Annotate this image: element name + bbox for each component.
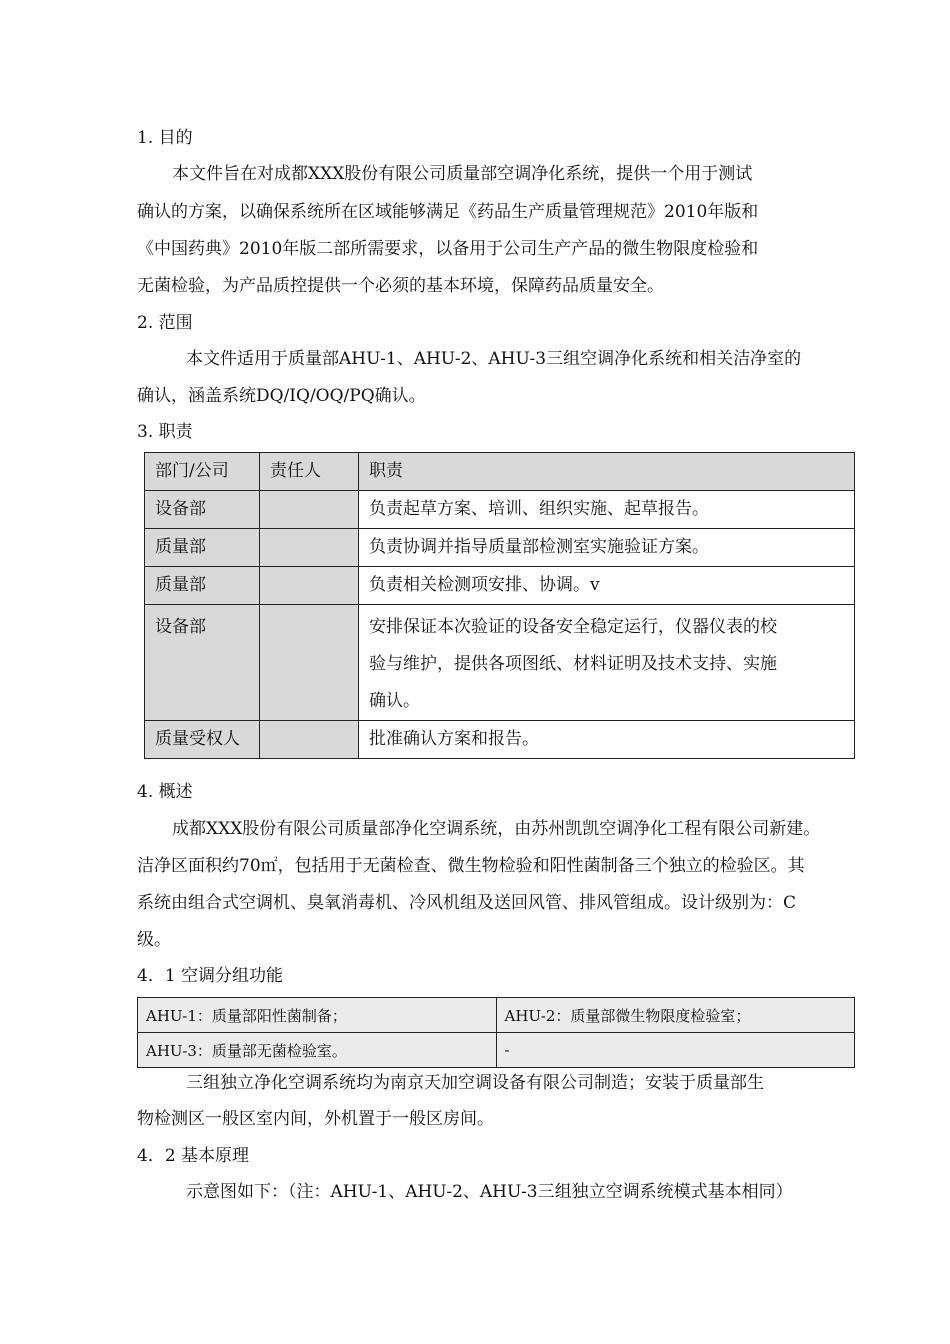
section-2-line-1: 本文件适用于质量部AHU-1、AHU-2、AHU-3三组空调净化系统和相关洁净室的 xyxy=(186,349,802,369)
table-row xyxy=(138,1033,855,1068)
section-1-line-4: 无菌检验，为产品质控提供一个必须的基本环境，保障药品质量安全。 xyxy=(137,276,664,296)
section-1-line-2: 确认的方案，以确保系统所在区域能够满足《药品生产质量管理规范》2010年版和 xyxy=(137,202,759,222)
table-row xyxy=(145,567,855,605)
duty-line-1: 安排保证本次验证的设备安全稳定运行，仪器仪表的校 xyxy=(369,617,777,637)
cell-person xyxy=(260,567,359,605)
cell-dept: 质量受权人 xyxy=(145,721,260,759)
duty-line-2: 验与维护，提供各项图纸、材料证明及技术支持、实施 xyxy=(369,654,777,674)
responsibility-table xyxy=(144,452,855,759)
cell-duty: 负责协调并指导质量部检测室实施验证方案。 xyxy=(359,529,855,567)
cell-duty-multiline xyxy=(359,605,855,721)
section-4-2-title: 4．2 基本原理 xyxy=(137,1146,250,1166)
cell-person xyxy=(260,605,359,721)
table-header-row xyxy=(145,453,855,491)
section-2-line-2: 确认，涵盖系统DQ/IQ/OQ/PQ确认。 xyxy=(137,386,426,406)
cell-dept: 设备部 xyxy=(145,491,260,529)
section-4-line-2: 洁净区面积约70㎡，包括用于无菌检查、微生物检验和阳性菌制备三个独立的检验区。其 xyxy=(137,856,805,876)
section-4-2-line: 示意图如下：（注：AHU-1、AHU-2、AHU-3三组独立空调系统模式基本相同） xyxy=(186,1182,793,1202)
ahu-cell: AHU-2：质量部微生物限度检验室； xyxy=(496,998,855,1033)
table-row xyxy=(145,605,855,721)
cell-person xyxy=(260,491,359,529)
section-4-line-3: 系统由组合式空调机、臭氧消毒机、冷风机组及送回风管、排风管组成。设计级别为：C xyxy=(137,893,797,913)
section-4-title: 4. 概述 xyxy=(137,782,193,802)
cell-duty: 负责起草方案、培训、组织实施、起草报告。 xyxy=(359,491,855,529)
header-duty: 职责 xyxy=(359,453,855,491)
cell-duty: 批准确认方案和报告。 xyxy=(359,721,855,759)
section-4-1-title: 4．1 空调分组功能 xyxy=(137,966,284,986)
section-1-line-3: 《中国药典》2010年版二部所需要求，以备用于公司生产产品的微生物限度检验和 xyxy=(137,239,759,259)
cell-duty: 负责相关检测项安排、协调。v xyxy=(359,567,855,605)
section-3-title: 3. 职责 xyxy=(137,422,193,442)
cell-dept: 质量部 xyxy=(145,529,260,567)
header-dept: 部门/公司 xyxy=(145,453,260,491)
ahu-group-table xyxy=(137,997,855,1068)
section-2-title: 2. 范围 xyxy=(137,313,193,333)
section-4-1-after-line-1: 三组独立净化空调系统均为南京天加空调设备有限公司制造；安装于质量部生 xyxy=(186,1073,764,1093)
duty-line-3: 确认。 xyxy=(369,691,420,711)
cell-dept: 设备部 xyxy=(145,605,260,721)
cell-person xyxy=(260,529,359,567)
ahu-cell: AHU-1：质量部阳性菌制备； xyxy=(138,998,497,1033)
table-row xyxy=(145,721,855,759)
cell-dept: 质量部 xyxy=(145,567,260,605)
section-1-title: 1. 目的 xyxy=(137,128,193,148)
ahu-cell: - xyxy=(496,1033,855,1068)
section-1-line-1: 本文件旨在对成都XXX股份有限公司质量部空调净化系统，提供一个用于测试 xyxy=(172,164,753,184)
header-person: 责任人 xyxy=(260,453,359,491)
section-4-line-4: 级。 xyxy=(137,930,171,950)
table-row xyxy=(145,529,855,567)
section-4-line-1: 成都XXX股份有限公司质量部净化空调系统，由苏州凯凯空调净化工程有限公司新建。 xyxy=(172,819,821,839)
table-row xyxy=(145,491,855,529)
section-4-1-after-line-2: 物检测区一般区室内间，外机置于一般区房间。 xyxy=(137,1109,494,1129)
ahu-cell: AHU-3：质量部无菌检验室。 xyxy=(138,1033,497,1068)
cell-person xyxy=(260,721,359,759)
table-row xyxy=(138,998,855,1033)
